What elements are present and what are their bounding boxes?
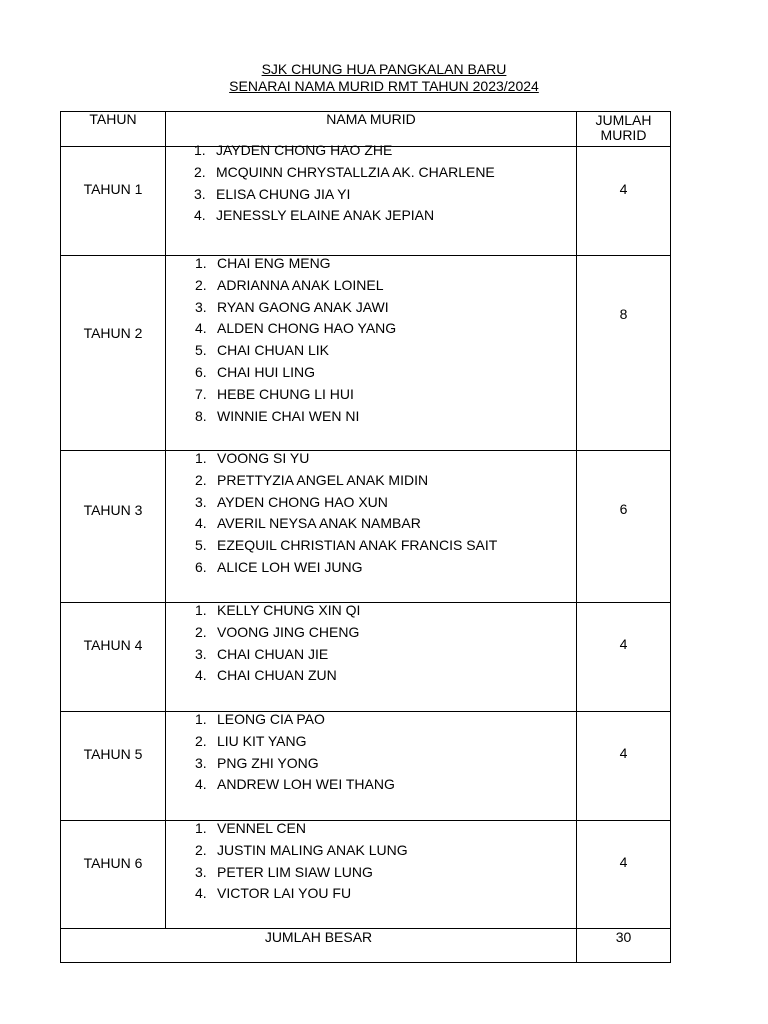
list-item: 8. WINNIE CHAI WEN NI [195,407,360,424]
list-item: 6. CHAI HUI LING [195,363,316,380]
list-item: 4. VICTOR LAI YOU FU [195,885,352,902]
list-item: 3. CHAI CHUAN JIE [195,645,329,662]
column-header-tahun: TAHUN [61,112,166,147]
list-item: 4. ALDEN CHONG HAO YANG [195,320,397,337]
list-item: 5. EZEQUIL CHRISTIAN ANAK FRANCIS SAIT [195,537,498,554]
list-item: 1. JAYDEN CHONG HAO ZHE [194,142,393,158]
jumlah-cell [577,821,671,929]
list-item: 3. AYDEN CHONG HAO XUN [195,493,388,510]
names-cell [166,603,577,712]
total-value: 30 [577,929,671,963]
tahun-cell [61,256,166,451]
jumlah-cell [577,603,671,712]
list-item: 3. RYAN GAONG ANAK JAWI [195,298,389,315]
names-cell [166,821,577,929]
jumlah-cell [577,147,671,256]
tahun-cell [61,821,166,929]
table-row [61,712,671,821]
student-list [166,448,576,579]
table-row [61,603,671,712]
list-item: 2. VOONG JING CHENG [195,623,360,640]
jumlah-value: 4 [619,636,628,652]
tahun-label: TAHUN 1 [83,181,143,197]
tahun-label: TAHUN 6 [83,854,143,871]
school-title: SJK CHUNG HUA PANGKALAN BARU [261,61,507,77]
list-item: 1. CHAI ENG MENG [195,255,331,271]
list-item: 3. PETER LIM SIAW LUNG [195,863,373,880]
list-item: 4. AVERIL NEYSA ANAK NAMBAR [195,515,421,532]
names-cell [166,142,577,256]
tahun-label: TAHUN 4 [83,637,143,653]
list-item: 3. ELISA CHUNG JIA YI [194,185,351,202]
list-item: 1. VOONG SI YU [195,450,310,466]
tahun-cell [61,603,166,712]
jumlah-cell [577,451,671,603]
tahun-label: TAHUN 5 [83,746,143,762]
list-item: 1. KELLY CHUNG XIN QI [195,602,361,618]
list-item: 2. JUSTIN MALING ANAK LUNG [195,841,408,858]
total-row [61,929,671,963]
student-list [166,818,576,905]
list-item: 2. LIU KIT YANG [195,732,307,749]
jumlah-value: 4 [619,745,628,761]
jumlah-cell [577,712,671,821]
list-item: 2. ADRIANNA ANAK LOINEL [195,276,384,293]
table-row [61,451,671,603]
total-label: JUMLAH BESAR [61,929,577,963]
tahun-label: TAHUN 3 [83,501,143,518]
table-row [61,256,671,451]
jumlah-cell [577,256,671,451]
table-row [61,821,671,929]
column-header-jumlah-text: JUMLAH MURID [595,112,652,143]
tahun-cell [61,147,166,256]
student-list [166,253,576,427]
list-item: 2. MCQUINN CHRYSTALLZIA AK. CHARLENE [194,163,495,180]
names-cell [166,256,577,451]
list-item: 1. LEONG CIA PAO [195,711,325,727]
list-item: 4. CHAI CHUAN ZUN [195,667,337,684]
list-item: 1. VENNEL CEN [195,820,306,836]
student-table [60,111,671,963]
jumlah-value: 4 [619,181,628,197]
column-header-nama-murid: NAMA MURID [166,112,577,147]
jumlah-value: 6 [619,501,628,517]
tahun-cell [61,712,166,821]
list-item: 7. HEBE CHUNG LI HUI [195,385,354,402]
tahun-cell [61,451,166,603]
student-list [166,140,576,227]
list-item: 6. ALICE LOH WEI JUNG [195,558,363,575]
names-cell [166,451,577,603]
list-item: 5. CHAI CHUAN LIK [195,342,330,359]
list-item: 3. PNG ZHI YONG [195,754,319,771]
list-item: 4. JENESSLY ELAINE ANAK JEPIAN [194,207,435,224]
list-item: 2. PRETTYZIA ANGEL ANAK MIDIN [195,471,429,488]
column-header-jumlah-murid [577,112,671,147]
names-cell [166,712,577,821]
jumlah-value: 8 [619,306,628,322]
jumlah-value: 4 [619,854,628,870]
table-row [61,147,671,256]
list-item: 4. ANDREW LOH WEI THANG [195,776,395,793]
student-list [166,600,576,687]
list-subtitle: SENARAI NAMA MURID RMT TAHUN 2023/2024 [229,78,539,94]
student-list [166,709,576,796]
tahun-label: TAHUN 2 [83,325,143,341]
